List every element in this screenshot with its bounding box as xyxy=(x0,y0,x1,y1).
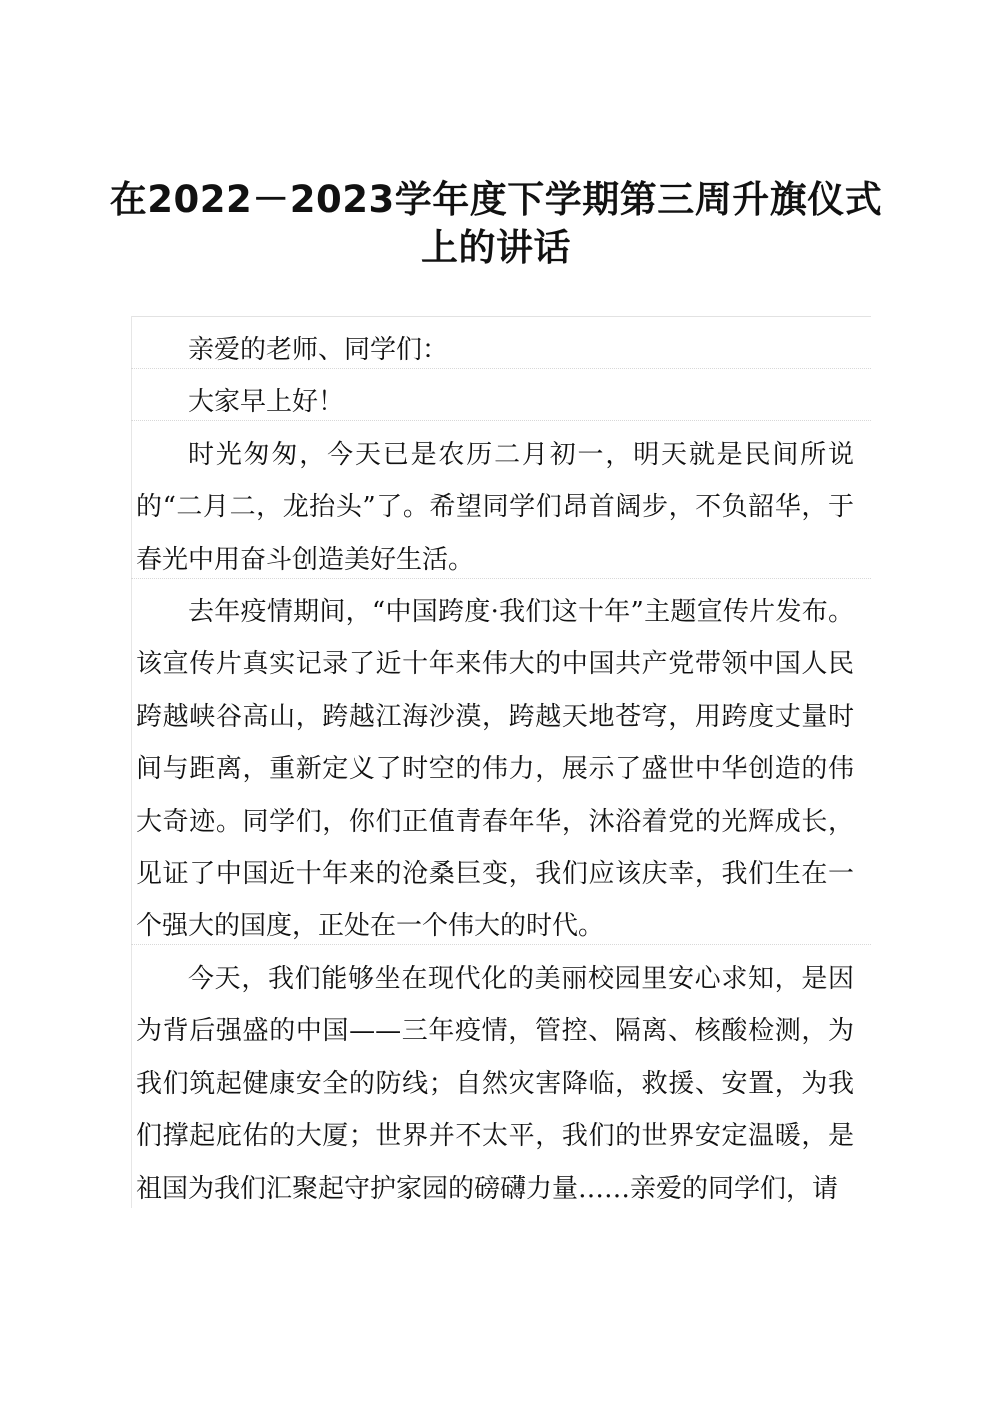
document-body xyxy=(136,324,854,1215)
body-paragraph: 时光匆匆，今天已是农历二月初一，明天就是民间所说的“二月二，龙抬头”了。希望同学们昂首阔步，不负韶华，于春光中用奋斗创造美好生活。 xyxy=(136,439,854,575)
body-paragraph: 去年疫情期间，“中国跨度·我们这十年”主题宣传片发布。该宣传片真实记录了近十年来伟大的中国共产党带领中国人民跨越峡谷高山，跨越江海沙漠，跨越天地苍穹，用跨度丈量时间与距离，重新定义了时空的伟力，展示了盛世中华创造的伟大奇迹。同学们，你们正值青春年华，沐浴着党的光辉成长，见证了中国近十年来的沧桑巨变，我们应该庆幸，我们生在一个强大的国度，正处在一个伟大的时代。 xyxy=(136,597,854,942)
page-frame-top-border xyxy=(131,316,871,317)
title-line-1: 在2022－2023学年度下学期第三周升旗仪式 xyxy=(109,178,883,221)
page-frame-left-border xyxy=(131,316,132,1208)
document-title xyxy=(100,176,892,272)
body-paragraph: 今天，我们能够坐在现代化的美丽校园里安心求知，是因为背后强盛的中国——三年疫情，管控、隔离、核酸检测，为我们筑起健康安全的防线；自然灾害降临，救援、安置，为我们撑起庇佑的大厦；世界并不太平，我们的世界安定温暖，是祖国为我们汇聚起守护家园的磅礴力量……亲爱的同学们，请 xyxy=(136,963,854,1204)
greeting: 大家早上好！ xyxy=(188,387,345,418)
title-line-2: 上的讲话 xyxy=(421,226,571,269)
salutation: 亲爱的老师、同学们： xyxy=(188,335,449,365)
